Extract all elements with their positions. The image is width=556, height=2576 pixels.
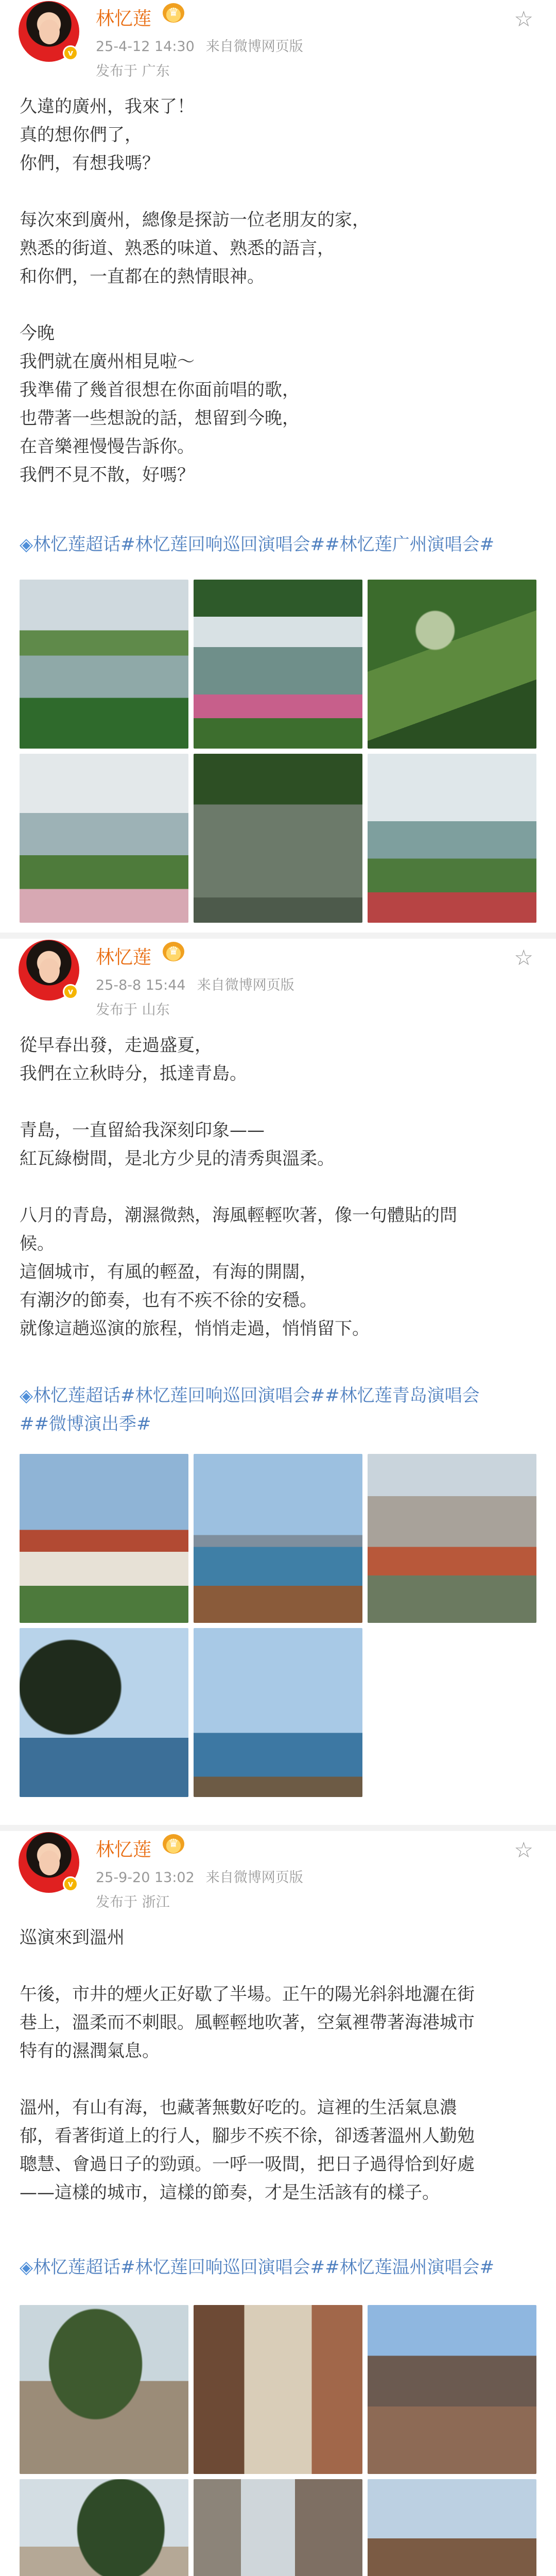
photo-park-trees[interactable]: [368, 580, 536, 749]
post-source: 来自微博网页版: [197, 977, 294, 993]
vip-crown-icon: ♛: [163, 942, 184, 961]
photo-grid: [20, 1454, 536, 1797]
photo-city-hill[interactable]: [368, 1454, 536, 1623]
post-location: 发布于 山东: [96, 1002, 170, 1018]
post-header: [19, 1832, 538, 1914]
post-tags[interactable]: ◈林忆莲超话#林忆莲回响巡回演唱会##林忆莲温州演唱会#: [20, 2257, 495, 2278]
photo-old-lane[interactable]: [194, 2305, 362, 2474]
post-tags[interactable]: ◈林忆莲超话#林忆莲回响巡回演唱会##林忆莲青岛演唱会 ##微博演出季#: [20, 1385, 480, 1434]
username[interactable]: 林忆莲: [96, 8, 152, 29]
post-text: 久違的廣州，我來了！ 真的想你們了， 你們，有想我嗎？ 每次來到廣州，總像是探訪一位老朋友的家， 熟悉的街道、熟悉的味道、熟悉的語言， 和你們，一直都在的熱情眼神。 今晚 我們就在廣州相見啦～ 我準備了幾首很想在你面前唱的歌， 也帶著一些想說的話，想留到今晚， 在音樂裡慢慢告訴你。 我們不見不散，好嗎？: [20, 96, 370, 485]
post-meta: [96, 974, 306, 994]
photo-tiled-roofs[interactable]: [368, 2305, 536, 2474]
photo-seaside-rocks[interactable]: [194, 1454, 362, 1623]
post-date[interactable]: 25-8-8 15:44: [96, 977, 186, 993]
photo-courtyard-tree[interactable]: [20, 2305, 188, 2474]
photo-willow-bank[interactable]: [20, 754, 188, 923]
weibo-post: [0, 0, 556, 933]
username[interactable]: 林忆莲: [96, 947, 152, 968]
photo-lake-flowers[interactable]: [194, 580, 362, 749]
photo-sea-horizon[interactable]: [194, 1628, 362, 1797]
post-source: 来自微博网页版: [205, 1870, 303, 1886]
favorite-star-icon[interactable]: ☆: [514, 1837, 533, 1862]
photo-grid: [20, 580, 536, 923]
photo-paved-street[interactable]: [368, 2479, 536, 2576]
post-header: [19, 1, 538, 83]
username[interactable]: 林忆莲: [96, 1839, 152, 1860]
photo-street-cars[interactable]: [20, 2479, 188, 2576]
post-source: 来自微博网页版: [205, 39, 303, 55]
post-location: 发布于 广东: [96, 63, 170, 79]
supertopic-diamond-icon: ◈: [20, 1385, 33, 1406]
photo-lake-bridge[interactable]: [368, 754, 536, 923]
post-meta: [96, 1866, 315, 1886]
vip-crown-icon: ♛: [163, 1834, 184, 1854]
verified-badge-icon: v: [63, 984, 78, 999]
verified-badge-icon: v: [63, 1876, 78, 1892]
photo-narrow-alley[interactable]: [194, 2479, 362, 2576]
supertopic-diamond-icon: ◈: [20, 534, 33, 555]
verified-badge-icon: v: [63, 45, 78, 61]
vip-crown-icon: ♛: [163, 3, 184, 23]
photo-red-roofs[interactable]: [20, 1454, 188, 1623]
post-date[interactable]: 25-4-12 14:30: [96, 39, 195, 55]
photo-lake-willow[interactable]: [20, 580, 188, 749]
photo-stone-monument[interactable]: [194, 754, 362, 923]
post-header: [19, 940, 538, 1022]
post-tags[interactable]: ◈林忆莲超话#林忆莲回响巡回演唱会##林忆莲广州演唱会#: [20, 534, 495, 555]
favorite-star-icon[interactable]: ☆: [514, 6, 533, 31]
weibo-post: [0, 1831, 556, 2576]
post-date[interactable]: 25-9-20 13:02: [96, 1870, 195, 1886]
supertopic-diamond-icon: ◈: [20, 2257, 33, 2278]
post-text: 巡演來到溫州 午後，市井的煙火正好歇了半場。正午的陽光斜斜地灑在街 巷上，溫柔而不刺眼。風輕輕地吹著，空氣裡帶著海港城市 特有的濕潤氣息。 溫州，有山有海，也藏著無數好吃的。這裡的生活氣息濃 郁，看著街道上的行人，腳步不疾不徐，卻透著溫州人勤勉 聰慧、會過日子的勁頭。一呼一吸間，把日子過得恰到好處 ——這樣的城市，這樣的節奏，才是生活該有的樣子。: [20, 1927, 475, 2203]
post-meta: [96, 35, 315, 55]
photo-palm-sea[interactable]: [20, 1628, 188, 1797]
favorite-star-icon[interactable]: ☆: [514, 945, 533, 970]
post-text: 從早春出發，走過盛夏， 我們在立秋時分，抵達青島。 青島，一直留給我深刻印象—— 紅瓦綠樹間，是北方少見的清秀與溫柔。 八月的青島，潮濕微熱，海風輕輕吹著，像一句體貼的問 候。 這個城市，有風的輕盈，有海的開闊， 有潮汐的節奏，也有不疾不徐的安穩。 就像這趟巡演的旅程，悄悄走過，悄悄留下。: [20, 1035, 457, 1339]
weibo-post: [0, 939, 556, 1825]
post-location: 发布于 浙江: [96, 1894, 170, 1910]
photo-grid: [20, 2305, 536, 2576]
